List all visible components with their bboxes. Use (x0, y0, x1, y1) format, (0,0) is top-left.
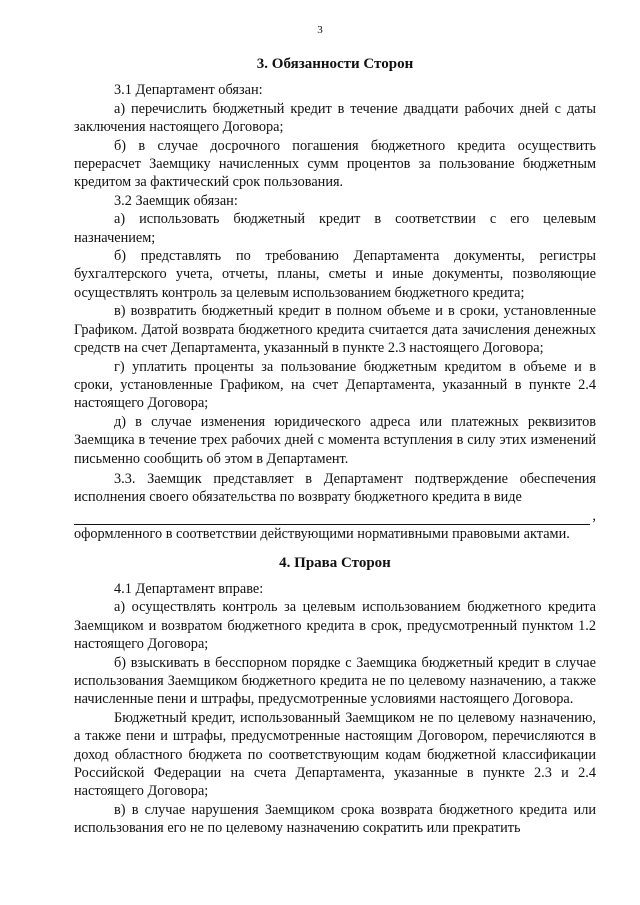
document-body (74, 55, 596, 838)
section-3-heading: 3. Обязанности Сторон (256, 56, 414, 72)
clause-3-1: 3.1 Департамент обязан: (114, 82, 263, 99)
blank-comma: , (592, 507, 596, 524)
clause-3-2-d: д) в случае изменения юридического адреса или платежных реквизитов Заемщика в течение трех рабочих дней с момента вступления в силу этих изменений письменно сообщить об этом в Департамент. (74, 413, 596, 467)
clause-3-2-b: б) представлять по требованию Департамента документы, регистры бухгалтерского учета, отчеты, планы, сметы и иные документы, позволяющие осуществлять контроль за целевым использованием бюджетного кредита; (74, 248, 596, 301)
clause-4-1-v: в) в случае нарушения Заемщиком срока возврата бюджетного кредита или использования его не по целевому назначению сократить или прекратить (74, 801, 596, 837)
section-4-heading: 4. Права Сторон (279, 554, 391, 571)
clause-4-1-a: а) осуществлять контроль за целевым использованием бюджетного кредита Заемщиком и возвратом бюджетного кредита в срок, предусмотренный пунктом 1.2 настоящего Договора; (74, 599, 596, 653)
clause-4-1-note: Бюджетный кредит, использованный Заемщиком не по целевому назначению, а также пени и штрафы, предусмотренные настоящим Договором, перечисляются в доход областного бюджета по соответствующим кодам бюджетной классификации Российской Федерации на счета Департамента, указанные в пункте 2.3 и 2.4 настоящего Договора; (74, 709, 596, 800)
clause-3-3-end: оформленного в соответствии действующими нормативными правовыми актами. (74, 526, 570, 543)
clause-3-1-b: б) в случае досрочного погашения бюджетного кредита осуществить перерасчет Заемщику начисленных сумм процентов за пользование бюджетным кредитом за фактический срок пользования. (74, 137, 596, 191)
fill-in-blank-line (74, 514, 590, 525)
clause-3-1-a: а) перечислить бюджетный кредит в течение двадцати рабочих дней с даты заключения настоящего Договора; (74, 100, 596, 136)
clause-3-2: 3.2 Заемщик обязан: (114, 192, 238, 209)
clause-3-2-a: а) использовать бюджетный кредит в соответствии с его целевым назначением; (74, 211, 596, 246)
clause-3-2-g: г) уплатить проценты за пользование бюджетным кредитом в объеме и в сроки, установленные Графиком, на счет Департамента, указанный в пункте 2.4 настоящего Договора; (74, 358, 596, 412)
fill-in-blank-row (74, 507, 596, 525)
clause-4-1: 4.1 Департамент вправе: (114, 580, 264, 597)
page-number: 3 (317, 24, 323, 36)
clause-3-3: 3.3. Заемщик представляет в Департамент подтверждение обеспечения исполнения своего обязательства по возврату бюджетного кредита в виде (74, 470, 596, 506)
clause-3-2-v: в) возвратить бюджетный кредит в полном объеме и в сроки, установленные Графиком. Датой возврата бюджетного кредита считается дата зачисления денежных средств на счет Департамента, указанный в пункте 2.3 настоящего Договора; (74, 303, 596, 357)
clause-4-1-b: б) взыскивать в бесспорном порядке с Заемщика бюджетный кредит в случае использования Заемщиком бюджетного кредита не по целевому назначению, а также начисленные пени и штрафы, предусмотренные условиями настоящего Договора. (74, 654, 596, 708)
